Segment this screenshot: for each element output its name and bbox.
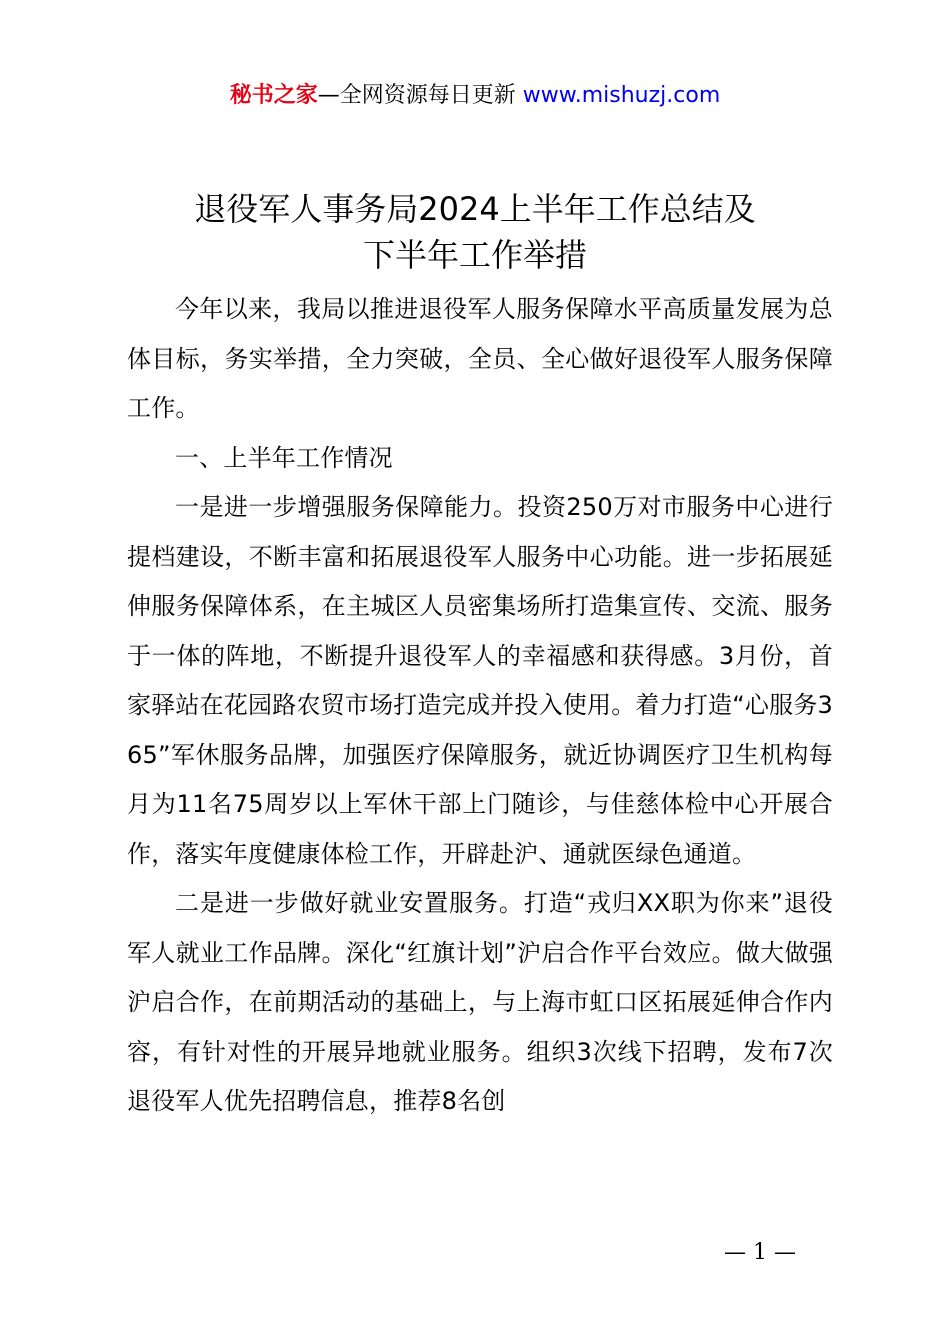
site-tagline: —全网资源每日更新 <box>317 83 523 108</box>
section-heading: 一、上半年工作情况 <box>175 443 393 472</box>
paragraph-service-capacity: 一是进一步增强服务保障能力。投资250万对市服务中心进行提档建设，不断丰富和拓展退役军人服务中心功能。进一步拓展延伸服务保障体系，在主城区人员密集场所打造集宣传、交流、服务于一体的阵地，不断提升退役军人的幸福感和获得感。3月份，首家驿站在花园路农贸市场打造完成并投入使用。着力打造“心服务365”军休服务品牌，加强医疗保障服务，就近协调医疗卫生机构每月为11名75周岁以上军休干部上门随诊，与佳慈体检中心开展合作，落实年度健康体检工作，开辟赴沪、通就医绿色通道。 <box>127 493 833 868</box>
site-url-link[interactable]: www.mishuzj.com <box>522 83 721 108</box>
site-brand: 秘书之家 <box>229 83 318 108</box>
document-title <box>0 186 950 278</box>
document-title-line-2: 下半年工作举措 <box>362 236 587 274</box>
document-title-line-1: 退役军人事务局2024上半年工作总结及 <box>194 190 756 228</box>
document-body <box>127 285 833 1127</box>
paragraph-intro: 今年以来，我局以推进退役军人服务保障水平高质量发展为总体目标，务实举措，全力突破，全员、全心做好退役军人服务保障工作。 <box>127 295 833 422</box>
page-number: — 1 — <box>724 1240 796 1265</box>
site-header <box>0 80 950 112</box>
paragraph-employment-service: 二是进一步做好就业安置服务。打造“戎归XX职为你来”退役军人就业工作品牌。深化“红旗计划”沪启合作平台效应。做大做强沪启合作，在前期活动的基础上，与上海市虹口区拓展延伸合作内容，有针对性的开展异地就业服务。组织3次线下招聘，发布7次退役军人优先招聘信息，推荐8名创 <box>127 889 833 1115</box>
